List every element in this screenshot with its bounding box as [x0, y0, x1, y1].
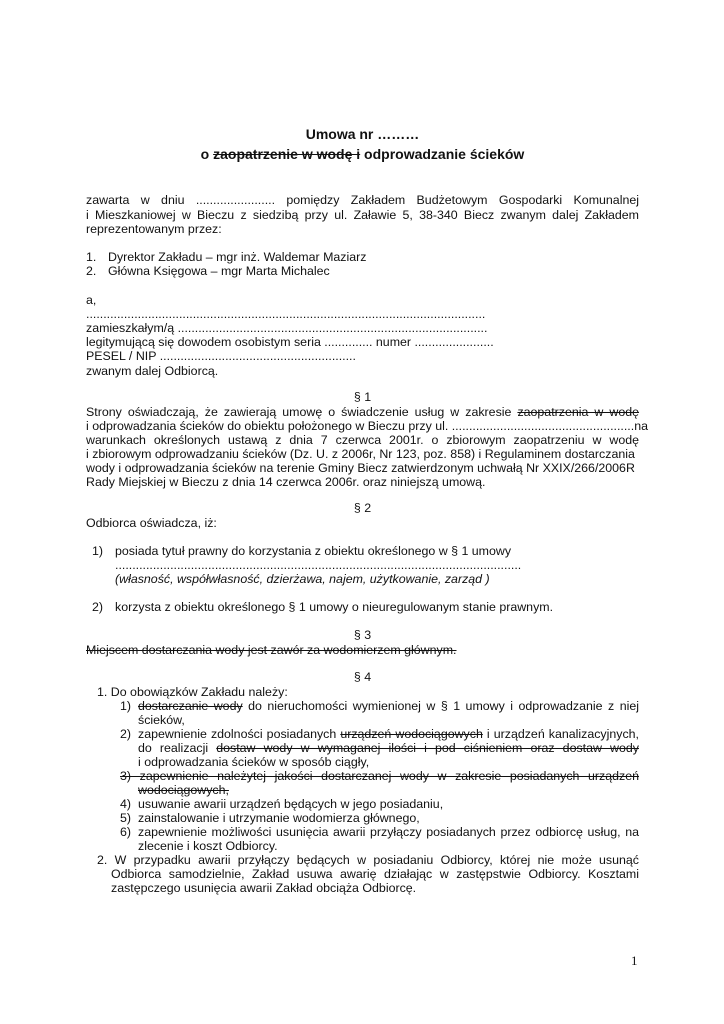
list-number: 1): [120, 699, 132, 713]
struck-text: urządzeń wodociągowych: [340, 727, 483, 741]
section-1-line: i odprowadzania ścieków do obiektu położonego w Bieczu przy ul. .....................................................na: [86, 419, 648, 433]
list-number: 6): [120, 825, 132, 839]
section-3-text: Miejscem dostarczania wody jest zawór za wodomierzem głównym.: [86, 643, 457, 657]
representative-number: 1.: [86, 250, 97, 264]
section-4-point: zastępczego usunięcia awarii Zakład obciąża Odbiorcę.: [111, 881, 417, 895]
list-item-text: dostarczanie wody do nieruchomości wymienionej w § 1 umowy i odprowadzanie z niej: [138, 699, 639, 713]
list-item-text: korzysta z obiektu określonego § 1 umowy o nieuregulowanym stanie prawnym.: [115, 600, 554, 614]
list-number: 2): [120, 727, 132, 741]
list-number: 5): [120, 811, 132, 825]
representative-name: Dyrektor Zakładu – mgr inż. Waldemar Maziarz: [108, 250, 367, 264]
representative-number: 2.: [86, 264, 97, 278]
intro-line: zawarta w dniu ....................... pomiędzy Zakładem Budżetowym Gospodarki Komunalnej: [86, 193, 639, 207]
page-number: 1: [631, 953, 638, 968]
representative-name: Główna Księgowa – mgr Marta Michalec: [108, 264, 330, 278]
list-item-dots: ......................................................................................................................: [115, 558, 522, 572]
party-named: zwanym dalej Odbiorcą.: [86, 364, 219, 378]
contract-subtitle: o zaopatrzenie w wodę i odprowadzanie ścieków: [200, 146, 525, 162]
section-4-point: 1. Do obowiązków Zakładu należy:: [97, 685, 288, 699]
list-item-text: ścieków,: [138, 713, 185, 727]
section-1-heading: § 1: [353, 390, 372, 404]
section-2-heading: § 2: [353, 501, 372, 515]
list-item-text: posiada tytuł prawny do korzystania z obiektu określonego w § 1 umowy: [115, 544, 512, 558]
party-pesel: PESEL / NIP .........................................................: [86, 349, 356, 363]
list-number: 4): [120, 797, 132, 811]
party-a: a,: [86, 293, 97, 307]
section-1-line: i zbiorowym odprowadzaniu ścieków (Dz. U. z 2006r, Nr 123, poz. 858) i Regulaminem dostarczania: [86, 447, 635, 461]
list-item-text: zlecenie i koszt Odbiorcy.: [138, 839, 278, 853]
list-item-text: zainstalowanie i utrzymanie wodomierza głównego,: [138, 811, 420, 825]
section-4-point: 2. W przypadku awarii przyłączy będących w posiadaniu Odbiorcy, której nie może usunąć: [97, 853, 639, 867]
section-1-line: warunkach określonych ustawą z dnia 7 czerwca 2001r. o zbiorowym zaopatrzeniu w wodę: [86, 433, 639, 447]
section-4-point: Odbiorca samodzielnie, Zakład usuwa awarię działając w zastępstwie Odbiorcy. Kosztami: [111, 867, 639, 881]
list-number: 2): [92, 600, 104, 614]
list-item-text: i odprowadzania ścieków w sposób ciągły,: [138, 755, 370, 769]
list-item-text: do realizacji dostaw wody w wymaganej ilości i pod ciśnieniem oraz dostaw wody: [138, 741, 639, 755]
section-1-line: Rady Miejskiej w Bieczu z dnia 14 czerwca 2006r. oraz niniejszą umową.: [86, 475, 486, 489]
intro-line: reprezentowanym przez:: [86, 222, 222, 236]
party-dots: ....................................................................................................................: [86, 307, 486, 321]
list-item-text: zapewnienie możliwości usunięcia awarii przyłączy posiadanych przez odbiorcę usług, na: [138, 825, 639, 839]
section-3-heading: § 3: [353, 628, 372, 642]
list-item-note: (własność, współwłasność, dzierżawa, najem, użytkowanie, zarząd ): [115, 572, 490, 586]
list-item-struck: 3) zapewnienie należytej jakości dostarczanej wody w zakresie posiadanych urządzeń: [120, 769, 639, 783]
struck-text: dostaw wody w wymaganej ilości i pod ciśnieniem oraz dostaw wody: [216, 741, 639, 755]
intro-line: i Mieszkaniowej w Bieczu z siedzibą przy ul. Załawie 5, 38-340 Biecz zwanym dalej Zakładem: [86, 208, 639, 222]
contract-title: Umowa nr ………: [305, 126, 420, 142]
section-1-line: Strony oświadczają, że zawierają umowę o świadczenie usług w zakresie zaopatrzenia w wodę: [86, 405, 640, 419]
section-1-line: wody i odprowadzania ścieków na terenie Gminy Biecz zatwierdzonym uchwałą Nr XXIX/266/2006R: [86, 461, 635, 475]
list-item-text: zapewnienie zdolności posiadanych urządzeń wodociągowych i urządzeń kanalizacyjnych,: [138, 727, 639, 741]
struck-text: dostarczanie wody: [138, 699, 243, 713]
list-item-text: usuwanie awarii urządzeń będących w jego posiadaniu,: [138, 797, 444, 811]
section-2-intro: Odbiorca oświadcza, iż:: [86, 516, 217, 530]
section-4-heading: § 4: [353, 670, 372, 684]
party-id: legitymującą się dowodem osobistym seria .............. numer .......................: [86, 335, 494, 349]
struck-text: zaopatrzenia w wodę: [517, 405, 640, 419]
list-number: 1): [92, 544, 104, 558]
list-item-struck: wodociągowych,: [138, 783, 229, 797]
page-body: [86, 0, 648, 1024]
struck-text: zaopatrzenie w wodę i: [213, 146, 361, 162]
party-address: zamieszkałym/ą ..........................................................................................: [86, 321, 488, 335]
